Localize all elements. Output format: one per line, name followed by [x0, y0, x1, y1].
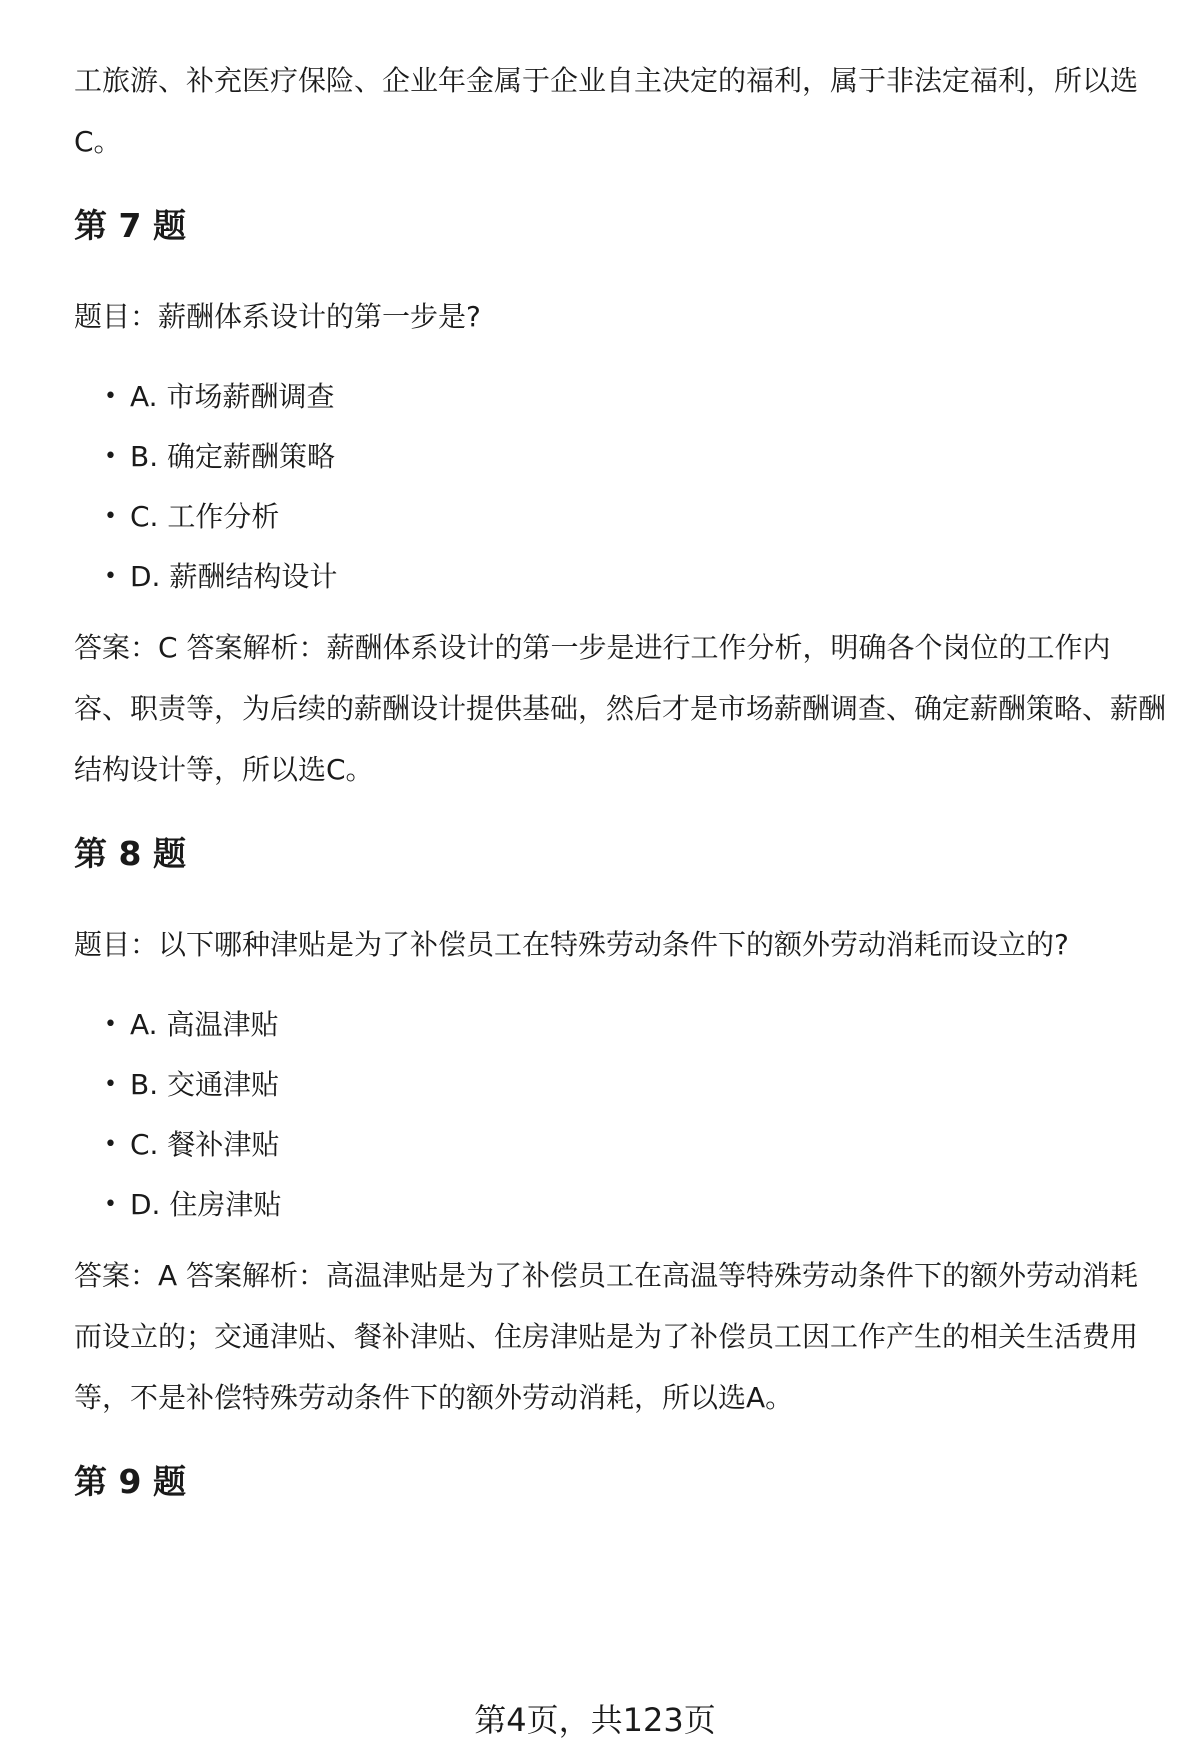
option-item	[74, 497, 1166, 557]
option-label: A. 市场薪酬调查	[130, 380, 335, 413]
bullet-icon: •	[104, 1072, 117, 1097]
question-7-heading: 第 7 题	[74, 206, 186, 245]
option-label: A. 高温津贴	[130, 1008, 279, 1041]
page-number-footer: 第4页，共123页	[474, 1701, 716, 1739]
option-label: C. 餐补津贴	[130, 1128, 280, 1161]
question-8-answer: 答案：A 答案解析：高温津贴是为了补偿员工在高温等特殊劳动条件下的额外劳动消耗而设立的；交通津贴、餐补津贴、住房津贴是为了补偿员工因工作产生的相关生活费用等，不是补偿特殊劳动条件下的额外劳动消耗，所以选A。	[74, 1259, 1139, 1414]
option-item	[74, 1005, 1166, 1065]
option-label: D. 薪酬结构设计	[130, 560, 338, 593]
bullet-icon: •	[104, 504, 117, 529]
option-label: D. 住房津贴	[130, 1188, 282, 1221]
question-7-text: 题目：薪酬体系设计的第一步是?	[74, 300, 481, 333]
bullet-icon: •	[104, 444, 117, 469]
option-item	[74, 557, 1166, 617]
bullet-icon: •	[104, 1192, 117, 1217]
question-8-text: 题目：以下哪种津贴是为了补偿员工在特殊劳动条件下的额外劳动消耗而设立的?	[74, 928, 1069, 961]
document-page	[74, 0, 1166, 1502]
option-item	[74, 437, 1166, 497]
question-8-options	[74, 1005, 1166, 1245]
bullet-icon: •	[104, 384, 117, 409]
option-item	[74, 1185, 1166, 1245]
option-item	[74, 377, 1166, 437]
intro-paragraph: 工旅游、补充医疗保险、企业年金属于企业自主决定的福利，属于非法定福利，所以选C。	[74, 64, 1139, 158]
question-8-heading: 第 8 题	[74, 834, 186, 873]
question-7-answer: 答案：C 答案解析：薪酬体系设计的第一步是进行工作分析，明确各个岗位的工作内容、职责等，为后续的薪酬设计提供基础，然后才是市场薪酬调查、确定薪酬策略、薪酬结构设计等，所以选C。	[74, 631, 1167, 786]
option-item	[74, 1065, 1166, 1125]
option-label: C. 工作分析	[130, 500, 280, 533]
question-7-options	[74, 377, 1166, 617]
bullet-icon: •	[104, 1012, 117, 1037]
question-9-heading: 第 9 题	[74, 1462, 186, 1501]
option-label: B. 确定薪酬策略	[130, 440, 336, 473]
option-item	[74, 1125, 1166, 1185]
bullet-icon: •	[104, 564, 117, 589]
option-label: B. 交通津贴	[130, 1068, 280, 1101]
bullet-icon: •	[104, 1132, 117, 1157]
